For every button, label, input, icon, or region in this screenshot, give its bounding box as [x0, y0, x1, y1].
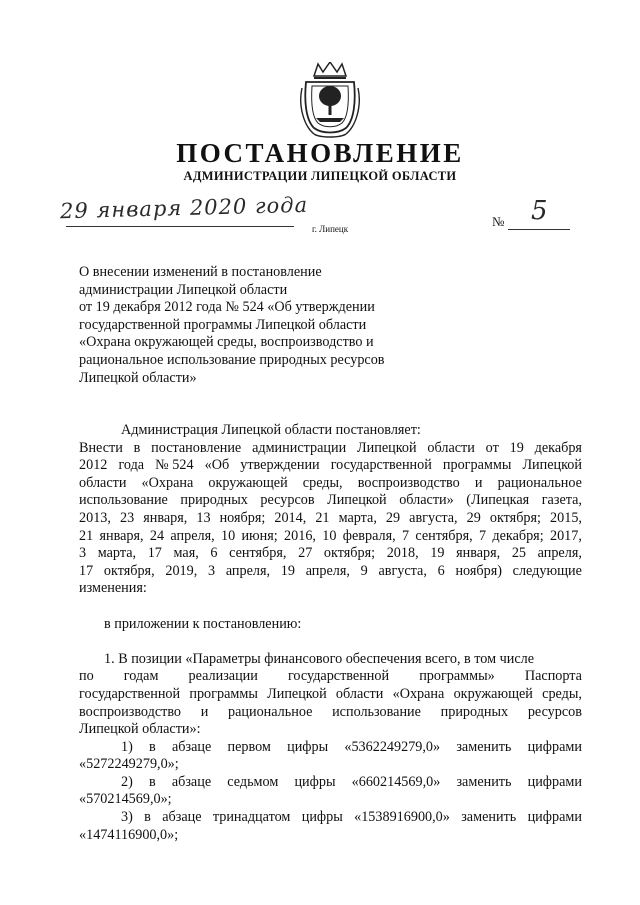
- word: 17: [79, 562, 94, 579]
- word: февраля,: [342, 527, 396, 544]
- word: 2013,: [79, 509, 111, 526]
- word: 3: [79, 545, 87, 562]
- word: государственной: [330, 457, 432, 474]
- word: «Охрана: [392, 685, 445, 702]
- justified-line: [79, 668, 582, 686]
- word: Внести: [79, 439, 123, 456]
- document-title: ПОСТАНОВЛЕНИЕ: [176, 138, 464, 168]
- word: в: [133, 439, 141, 456]
- item-1-first-line: 1. В позиции «Параметры финансового обеспечения всего, в том числе: [104, 650, 535, 667]
- word: ресурсов: [260, 492, 315, 509]
- subject-line: «Охрана окружающей среды, воспроизводство и: [79, 334, 374, 351]
- word: в: [148, 773, 156, 790]
- paragraph-last-line: «5272249279,0»;: [79, 756, 179, 773]
- word: 2014,: [274, 509, 307, 526]
- word: среды,: [542, 685, 582, 702]
- word: 7: [478, 527, 487, 544]
- word: № 524: [155, 457, 194, 474]
- word: 6: [210, 545, 218, 562]
- word: 21: [315, 509, 330, 526]
- paragraph-last-line: «570214569,0»;: [79, 791, 172, 808]
- subject-line: Липецкой области»: [79, 369, 197, 386]
- word: абзаце: [171, 738, 212, 755]
- word: природных: [440, 703, 509, 720]
- word: марта,: [97, 545, 137, 562]
- word: 6: [437, 562, 445, 579]
- word: цифрами: [527, 809, 582, 826]
- paragraph-1: [79, 440, 582, 598]
- justified-line: [79, 528, 582, 546]
- paragraph-last-line: изменения:: [79, 580, 147, 597]
- word: Липецкой: [522, 457, 582, 474]
- word: 27: [298, 545, 313, 562]
- word: июня;: [241, 527, 278, 544]
- word: реализации: [188, 668, 258, 685]
- word: ноября;: [219, 509, 266, 526]
- word: цифрами: [527, 773, 582, 790]
- word: программы: [189, 685, 258, 702]
- word: и: [200, 703, 209, 720]
- city-label: г. Липецк: [312, 224, 349, 234]
- word: рациональное: [228, 703, 313, 720]
- word: Липецкой: [357, 439, 417, 456]
- word: утверждении: [240, 457, 320, 474]
- word: использование: [79, 492, 168, 509]
- word: «1538916900,0»: [354, 809, 450, 826]
- word: 2012: [79, 457, 108, 474]
- word: Липецкой: [267, 685, 327, 702]
- word: воспроизводство: [79, 703, 182, 720]
- word: программы»: [419, 668, 495, 685]
- word: апреля,: [170, 527, 215, 544]
- word: седьмом: [227, 773, 279, 790]
- subject-line: рациональное использование природных ресурсов: [79, 351, 385, 368]
- word: сентября,: [415, 527, 473, 544]
- word: декабря;: [492, 527, 544, 544]
- word: октября,: [103, 562, 155, 579]
- justified-line: [79, 704, 582, 722]
- word: 10: [322, 527, 337, 544]
- word: 21: [79, 527, 94, 544]
- word: 19: [509, 439, 524, 456]
- word: Паспорта: [524, 668, 582, 685]
- word: области: [427, 439, 475, 456]
- word: «Охрана: [141, 474, 194, 491]
- word: 1): [121, 738, 133, 755]
- word: «660214569,0»: [351, 773, 441, 790]
- word: января,: [99, 527, 144, 544]
- word: области: [335, 685, 384, 702]
- word: цифры: [294, 773, 336, 790]
- word: абзаце: [162, 809, 202, 826]
- word: государственной: [287, 668, 390, 685]
- spacer: [79, 598, 582, 616]
- word: апреля,: [305, 562, 350, 579]
- word: газета,: [541, 492, 582, 509]
- word: годам: [123, 668, 159, 685]
- word: администрации: [252, 439, 347, 456]
- word: программы: [442, 457, 512, 474]
- word: 2019,: [165, 562, 198, 579]
- word: цифры: [287, 738, 329, 755]
- word: ресурсов: [527, 703, 582, 720]
- word: сентября,: [229, 545, 287, 562]
- word: цифры: [301, 809, 343, 826]
- date-underline: [66, 226, 294, 227]
- number-label: №: [492, 214, 505, 229]
- subject-line: от 19 декабря 2012 года № 524 «Об утверждении: [79, 299, 375, 316]
- word: и: [474, 474, 483, 491]
- word: следующие: [512, 562, 582, 579]
- word: 29: [466, 509, 481, 526]
- word: апреля,: [537, 545, 582, 562]
- subitem-1: [79, 739, 582, 774]
- item-1: [79, 651, 582, 739]
- word: заменить: [456, 773, 512, 790]
- intro-line: Администрация Липецкой области постановляет:: [121, 422, 421, 438]
- word: воспроизводство: [357, 474, 460, 491]
- document-number: 5: [531, 196, 548, 226]
- word: года: [118, 457, 145, 474]
- justified-line: [79, 686, 582, 704]
- word: октября;: [489, 509, 541, 526]
- word: апреля,: [225, 562, 271, 579]
- word: (Липецкая: [466, 492, 530, 509]
- word: цифрами: [527, 738, 582, 755]
- word: августа,: [409, 509, 458, 526]
- word: постановление: [151, 439, 242, 456]
- word: «Об: [204, 457, 230, 474]
- word: заменить: [461, 809, 517, 826]
- subitem-3: [79, 809, 582, 844]
- word: среды,: [302, 474, 343, 491]
- word: января,: [456, 545, 501, 562]
- word: марта,: [338, 509, 377, 526]
- justified-line: [79, 563, 582, 581]
- word: «5362249279,0»: [344, 738, 441, 755]
- justified-line: [79, 739, 582, 757]
- handwritten-date: 29 января 2020 года: [59, 192, 309, 224]
- word: использование: [332, 703, 421, 720]
- justified-line: [79, 774, 582, 792]
- subitem-2: [79, 774, 582, 809]
- word: 2): [121, 773, 133, 790]
- word: рациональное: [497, 474, 582, 491]
- annex-line: в приложении к постановлению:: [104, 615, 302, 632]
- word: области: [79, 474, 127, 491]
- lipetsk-coat-of-arms-icon: [300, 62, 360, 140]
- word: окружающей: [453, 685, 533, 702]
- justified-line: [79, 440, 582, 458]
- word: января,: [143, 509, 188, 526]
- justified-line: [79, 492, 582, 510]
- word: 29: [385, 509, 401, 526]
- word: по: [79, 668, 94, 685]
- spacer: [79, 633, 582, 651]
- word: от: [485, 439, 499, 456]
- subject-line: государственной программы Липецкой области: [79, 316, 367, 333]
- word: 2018,: [386, 545, 419, 562]
- word: 3: [208, 562, 216, 579]
- document-body: [79, 422, 582, 844]
- word: окружающей: [208, 474, 288, 491]
- subject-line: О внесении изменений в постановление: [79, 264, 322, 280]
- word: 7: [401, 527, 410, 544]
- number-underline: [508, 229, 570, 230]
- document-subtitle: АДМИНИСТРАЦИИ ЛИПЕЦКОЙ ОБЛАСТИ: [183, 169, 457, 183]
- subject-line: администрации Липецкой области: [79, 281, 288, 298]
- justified-line: [79, 457, 582, 475]
- justified-line: [79, 510, 582, 528]
- word: первом: [227, 738, 271, 755]
- word: 24: [149, 527, 165, 544]
- word: 19: [430, 545, 445, 562]
- word: заменить: [456, 738, 512, 755]
- paragraph-last-line: Липецкой области»:: [79, 721, 201, 738]
- word: области»: [399, 492, 454, 509]
- justified-line: [79, 475, 582, 493]
- word: 23: [119, 509, 135, 526]
- word: государственной: [79, 685, 181, 702]
- word: в: [144, 809, 151, 826]
- word: 25: [511, 545, 526, 562]
- document-subject: [79, 264, 439, 387]
- word: 17: [147, 545, 162, 562]
- word: 10: [220, 527, 236, 544]
- word: в: [149, 738, 156, 755]
- word: ноября): [455, 562, 502, 579]
- word: природных: [180, 492, 248, 509]
- word: декабря: [534, 439, 582, 456]
- justified-line: [79, 809, 582, 827]
- paragraph-last-line: «1474116900,0»;: [79, 826, 179, 843]
- word: 3): [121, 809, 133, 826]
- word: 2016,: [284, 527, 316, 544]
- word: 9: [360, 562, 368, 579]
- justified-line: [79, 545, 582, 563]
- word: 19: [280, 562, 295, 579]
- word: октября;: [323, 545, 376, 562]
- word: абзаце: [171, 773, 212, 790]
- word: 2017,: [549, 527, 582, 544]
- word: августа,: [378, 562, 427, 579]
- word: 13: [196, 509, 211, 526]
- word: Липецкой: [327, 492, 387, 509]
- word: тринадцатом: [212, 809, 291, 826]
- word: мая,: [173, 545, 199, 562]
- word: 2015,: [550, 509, 582, 526]
